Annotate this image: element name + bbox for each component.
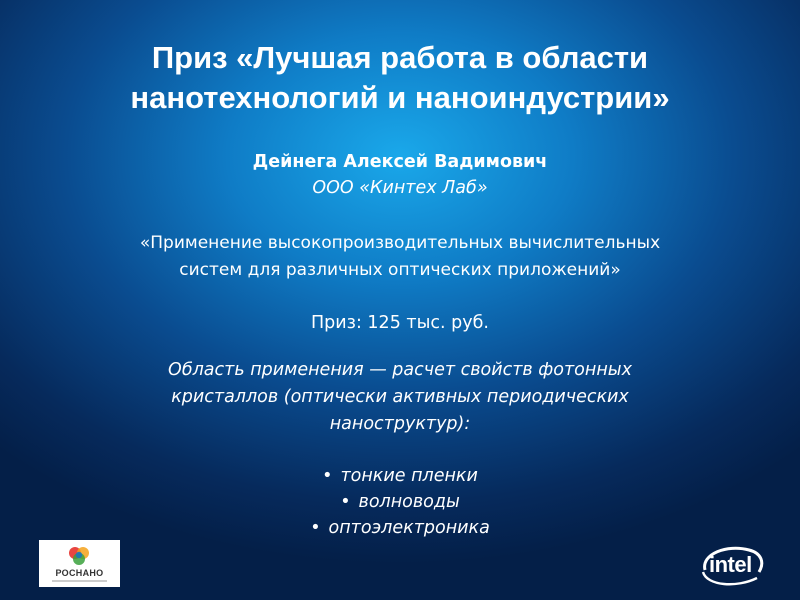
prize-amount: Приз: 125 тыс. руб. <box>311 313 489 333</box>
rosnano-tagline-bar <box>52 580 107 582</box>
application-area-line-1: Область применения — расчет свойств фотонных <box>168 360 632 380</box>
list-item <box>0 515 800 541</box>
application-area-line-2: кристаллов (оптически активных периодических <box>171 387 629 407</box>
list-item-label: тонкие пленки <box>340 466 478 486</box>
application-area-line-3: наноструктур): <box>329 414 471 434</box>
title-line-2: нанотехнологий и наноиндустрии» <box>130 80 670 115</box>
rosnano-emblem-icon <box>66 545 92 567</box>
bullet-icon: • <box>310 518 321 538</box>
company-name: ООО «Кинтех Лаб» <box>312 178 488 198</box>
work-title <box>50 230 750 284</box>
rosnano-logo <box>39 540 120 587</box>
list-item-label: волноводы <box>358 492 460 512</box>
intel-logo <box>697 542 767 592</box>
list-item <box>0 463 800 489</box>
intel-wordmark: intel <box>709 552 752 577</box>
work-title-line-2: систем для различных оптических приложений» <box>179 260 621 280</box>
slide-title <box>0 38 800 118</box>
work-title-line-1: «Применение высокопроизводительных вычислительных <box>139 233 661 253</box>
application-list <box>0 463 800 541</box>
bullet-icon: • <box>340 492 351 512</box>
rosnano-wordmark: РОСНАНО <box>55 568 104 578</box>
list-item <box>0 489 800 515</box>
list-item-label: оптоэлектроника <box>328 518 490 538</box>
application-area <box>75 357 725 438</box>
author-name: Дейнега Алексей Вадимович <box>252 152 548 172</box>
title-line-1: Приз «Лучшая работа в области <box>151 40 649 75</box>
bullet-icon: • <box>322 466 333 486</box>
